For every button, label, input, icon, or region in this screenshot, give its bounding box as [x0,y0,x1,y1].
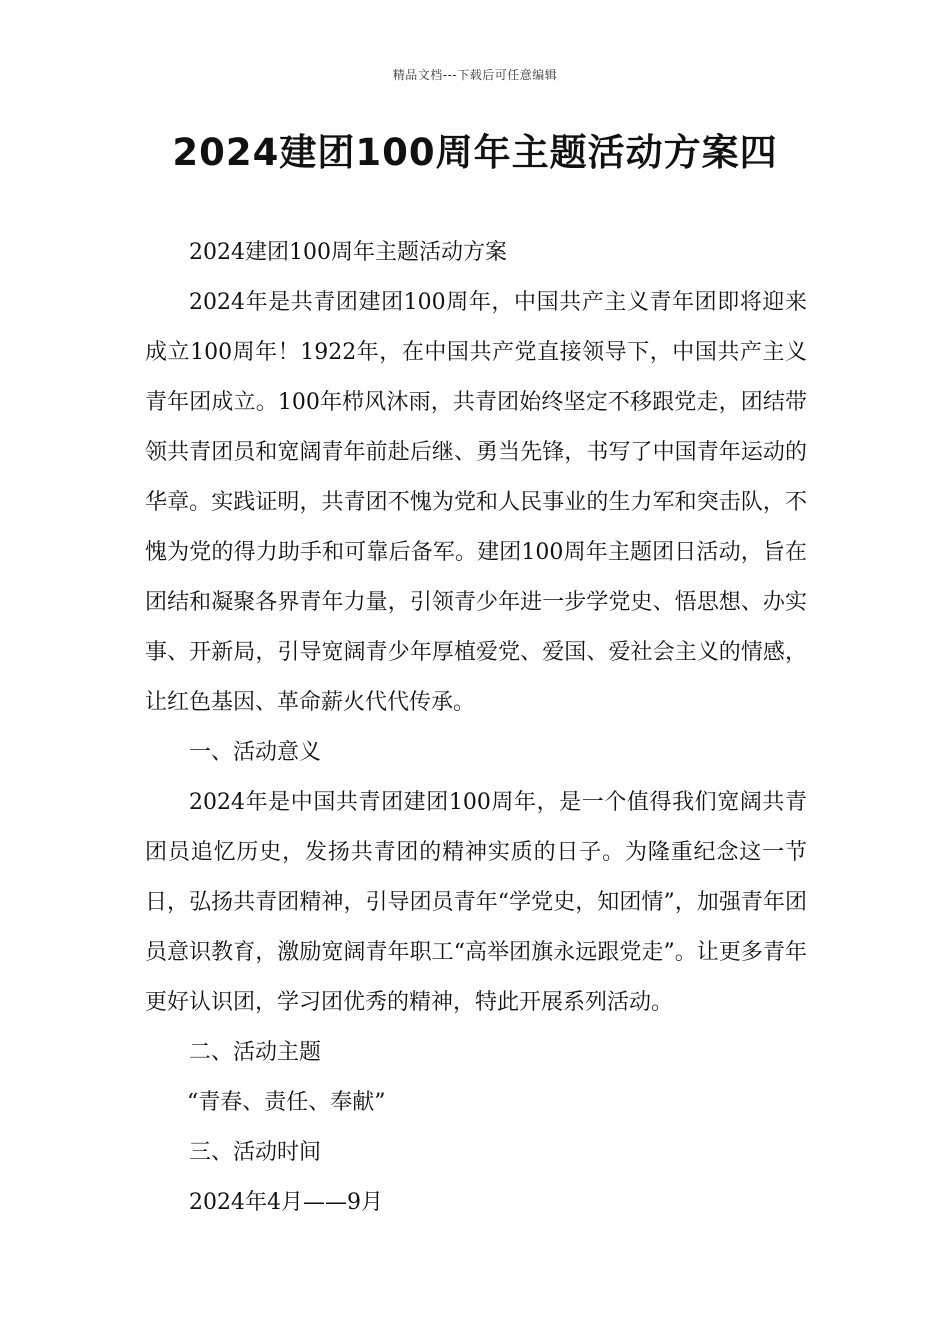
time-text: 2024年4月——9月 [189,1190,383,1215]
document-header-note: 精品文档---下载后可任意编辑 [392,68,558,82]
section-heading-time: 三、活动时间 [189,1140,322,1165]
document-body [145,228,807,1228]
plan-subtitle: 2024建团100周年主题活动方案 [189,240,507,265]
theme-text: “青春、责任、奉献” [187,1090,386,1115]
section-heading-significance: 一、活动意义 [189,740,322,765]
document-title: 2024建团100周年主题活动方案四 [172,131,778,174]
intro-paragraph: 2024年是共青团建团100周年，中国共产主义青年团即将迎来成立100周年！1922年，在中国共产党直接领导下，中国共产主义青年团成立。100年栉风沐雨，共青团始终坚定不移跟党走，团结带领共青团员和宽阔青年前赴后继、勇当先锋，书写了中国青年运动的华章。实践证明，共青团不愧为党和人民事业的生力军和突击队，不愧为党的得力助手和可靠后备军。建团100周年主题团日活动，旨在团结和凝聚各界青年力量，引领青少年进一步学党史、悟思想、办实事、开新局，引导宽阔青少年厚植爱党、爱国、爱社会主义的情感，让红色基因、革命薪火代代传承。 [145,290,807,715]
significance-paragraph: 2024年是中国共青团建团100周年，是一个值得我们宽阔共青团员追忆历史，发扬共青团的精神实质的日子。为隆重纪念这一节日，弘扬共青团精神，引导团员青年“学党史，知团情”，加强青年团员意识教育，激励宽阔青年职工“高举团旗永远跟党走”。让更多青年更好认识团，学习团优秀的精神，特此开展系列活动。 [145,790,807,1015]
section-heading-theme: 二、活动主题 [189,1040,322,1065]
